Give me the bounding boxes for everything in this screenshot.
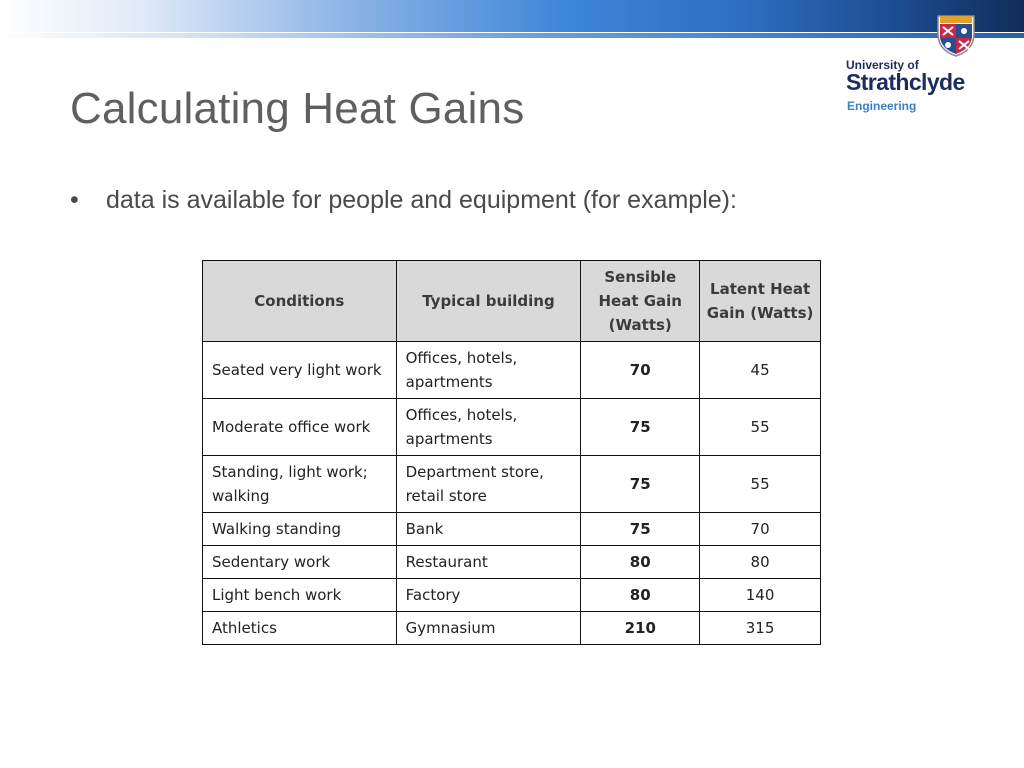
cell-condition: Light bench work (203, 579, 397, 612)
table-row (203, 342, 821, 399)
cell-building: Bank (396, 513, 581, 546)
logo-strathclyde: Strathclyde (846, 69, 965, 95)
cell-building: Department store, retail store (396, 456, 581, 513)
cell-latent: 55 (700, 399, 821, 456)
table-row (203, 579, 821, 612)
cell-building: Gymnasium (396, 612, 581, 645)
cell-building: Offices, hotels, apartments (396, 342, 581, 399)
cell-sensible: 75 (581, 399, 700, 456)
cell-condition: Athletics (203, 612, 397, 645)
cell-building: Factory (396, 579, 581, 612)
cell-condition: Sedentary work (203, 546, 397, 579)
table-row (203, 399, 821, 456)
header-typical-building: Typical building (396, 261, 581, 342)
bullet-dot-icon: • (70, 186, 79, 214)
table-row (203, 612, 821, 645)
heat-gain-table (202, 260, 821, 645)
slide-title: Calculating Heat Gains (70, 84, 525, 133)
cell-sensible: 80 (581, 579, 700, 612)
cell-condition: Seated very light work (203, 342, 397, 399)
table-row (203, 456, 821, 513)
cell-building: Offices, hotels, apartments (396, 399, 581, 456)
bullet-text: data is available for people and equipment (for example): (106, 186, 737, 214)
crest-icon (930, 12, 982, 58)
university-logo (846, 10, 986, 113)
cell-sensible: 80 (581, 546, 700, 579)
header-sensible-heat-gain: Sensible Heat Gain (Watts) (581, 261, 700, 342)
cell-condition: Moderate office work (203, 399, 397, 456)
table-row (203, 513, 821, 546)
cell-latent: 315 (700, 612, 821, 645)
cell-condition: Standing, light work; walking (203, 456, 397, 513)
cell-latent: 70 (700, 513, 821, 546)
cell-latent: 45 (700, 342, 821, 399)
logo-university-of: University of (846, 58, 919, 72)
cell-sensible: 70 (581, 342, 700, 399)
header-conditions: Conditions (203, 261, 397, 342)
table-header-row (203, 261, 821, 342)
table-row (203, 546, 821, 579)
cell-latent: 80 (700, 546, 821, 579)
cell-latent: 55 (700, 456, 821, 513)
cell-sensible: 210 (581, 612, 700, 645)
bullet-item (70, 186, 737, 215)
header-latent-heat-gain: Latent Heat Gain (Watts) (700, 261, 821, 342)
cell-latent: 140 (700, 579, 821, 612)
cell-sensible: 75 (581, 513, 700, 546)
cell-sensible: 75 (581, 456, 700, 513)
cell-building: Restaurant (396, 546, 581, 579)
cell-condition: Walking standing (203, 513, 397, 546)
logo-engineering: Engineering (847, 99, 917, 113)
